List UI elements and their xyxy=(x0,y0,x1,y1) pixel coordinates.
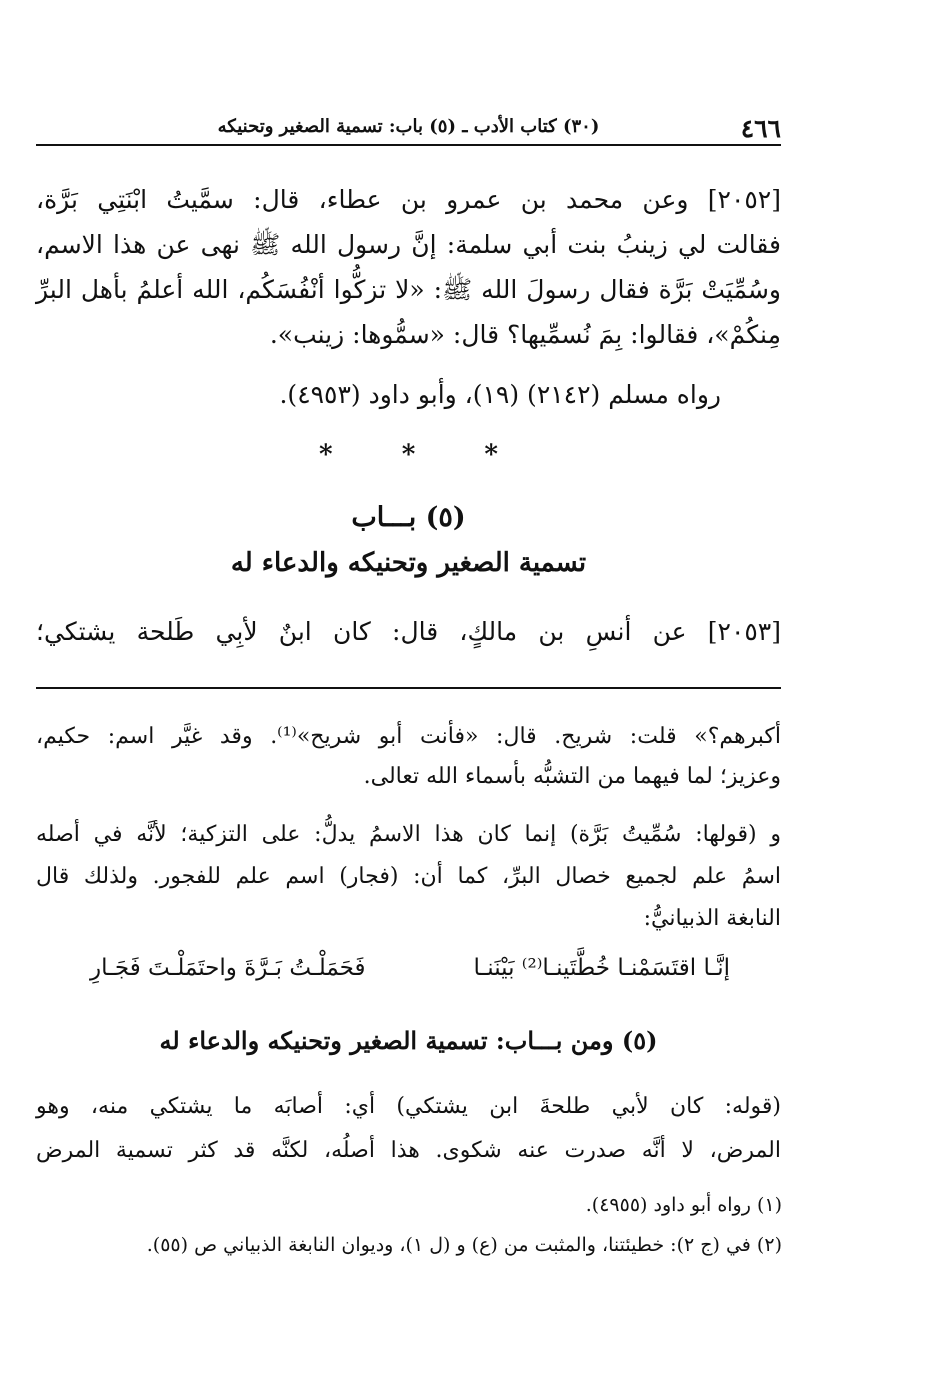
hadith-line: فقالت لي زينبُ بنت أبي سلمة: إنَّ رسول الله ﷺ نهى عن هذا الاسم، xyxy=(36,230,781,259)
page-number: ٤٦٦ xyxy=(740,114,781,143)
commentary-line: أكبرهم؟» قلت: شريح. قال: «فأنت أبو شريح»⁽¹⁾. وقد غيَّر اسم: حكيم، xyxy=(36,724,781,749)
commentary-line: و (قولها: سُمِّيتُ بَرَّة) إنما كان هذا الاسمُ يدلُّ: على التزكية؛ لأنَّه في أصله xyxy=(36,822,781,847)
separator-stars: * * * xyxy=(319,440,498,470)
hadith-source: رواه مسلم (٢١٤٢) (١٩)، وأبو داود (٤٩٥٣). xyxy=(279,380,721,409)
running-title: (٣٠) كتاب الأدب ـ (٥) باب: تسمية الصغير وتحنيكه xyxy=(217,116,600,137)
commentary-line: المرض، لا أنَّه صدرت عنه شكوى. هذا أصلُه، لكنَّه قد كثر تسمية المرض xyxy=(36,1138,781,1163)
commentary-line: اسمُ علم لجميع خصال البرِّ، كما أن: (فجار) اسم علم للفجور. ولذلك قال xyxy=(36,864,781,889)
chapter-subtitle: تسمية الصغير وتحنيكه والدعاء له xyxy=(230,548,587,578)
poem-verse xyxy=(90,955,730,991)
hadith-line: [٢٠٥٣] عن أنسِ بن مالكٍ، قال: كان ابنٌ لأبِي طَلحة يشتكي؛ xyxy=(36,617,781,646)
commentary-subheading: (٥) ومن بـــاب: تسمية الصغير وتحنيكه والدعاء له xyxy=(159,1026,658,1055)
hadith-line: [٢٠٥٢] وعن محمد بن عمرو بن عطاء، قال: سمَّيتُ ابْنَتِي بَرَّة، xyxy=(36,185,781,214)
footnote-2: (٢) في (ج ٢): خطيئتنا، والمثبت من (ع) و (ل ١)، وديوان النابغة الذبياني ص (٥٥). xyxy=(146,1234,782,1256)
commentary-line: وعزيز؛ لما فيهما من التشبُّه بأسماء الله تعالى. xyxy=(363,764,781,789)
page-header xyxy=(36,108,781,146)
poem-hemistich-1: إنَّـا اقتَسَمْنـا خُطَّتَينـا⁽²⁾ بَيْنَنـا xyxy=(473,955,730,981)
chapter-title: (٥) بـــاب xyxy=(351,502,466,533)
hadith-line: وسُمِّيَتْ بَرَّة فقال رسولَ الله ﷺ: «لا تزكُّوا أنْفُسَكُم، الله أعلمُ بأهل البرِّ xyxy=(36,275,781,304)
commentary-line: النابغة الذبيانيُّ: xyxy=(643,906,781,931)
commentary-line: (قوله: كان لأبي طلحةَ ابن يشتكي) أي: أصابَه ما يشتكي منه، وهو xyxy=(36,1094,782,1119)
footnote-1: (١) رواه أبو داود (٤٩٥٥). xyxy=(585,1194,782,1216)
hadith-line: مِنكُمْ»، فقالوا: بِمَ نُسمِّيها؟ قال: «سمُّوها: زينب». xyxy=(269,320,781,349)
poem-hemistich-2: فَحَمَلْـتُ بَـرَّةَ واحتَمَلْـتَ فَجَـارِ xyxy=(90,955,366,981)
text-divider xyxy=(36,687,781,689)
